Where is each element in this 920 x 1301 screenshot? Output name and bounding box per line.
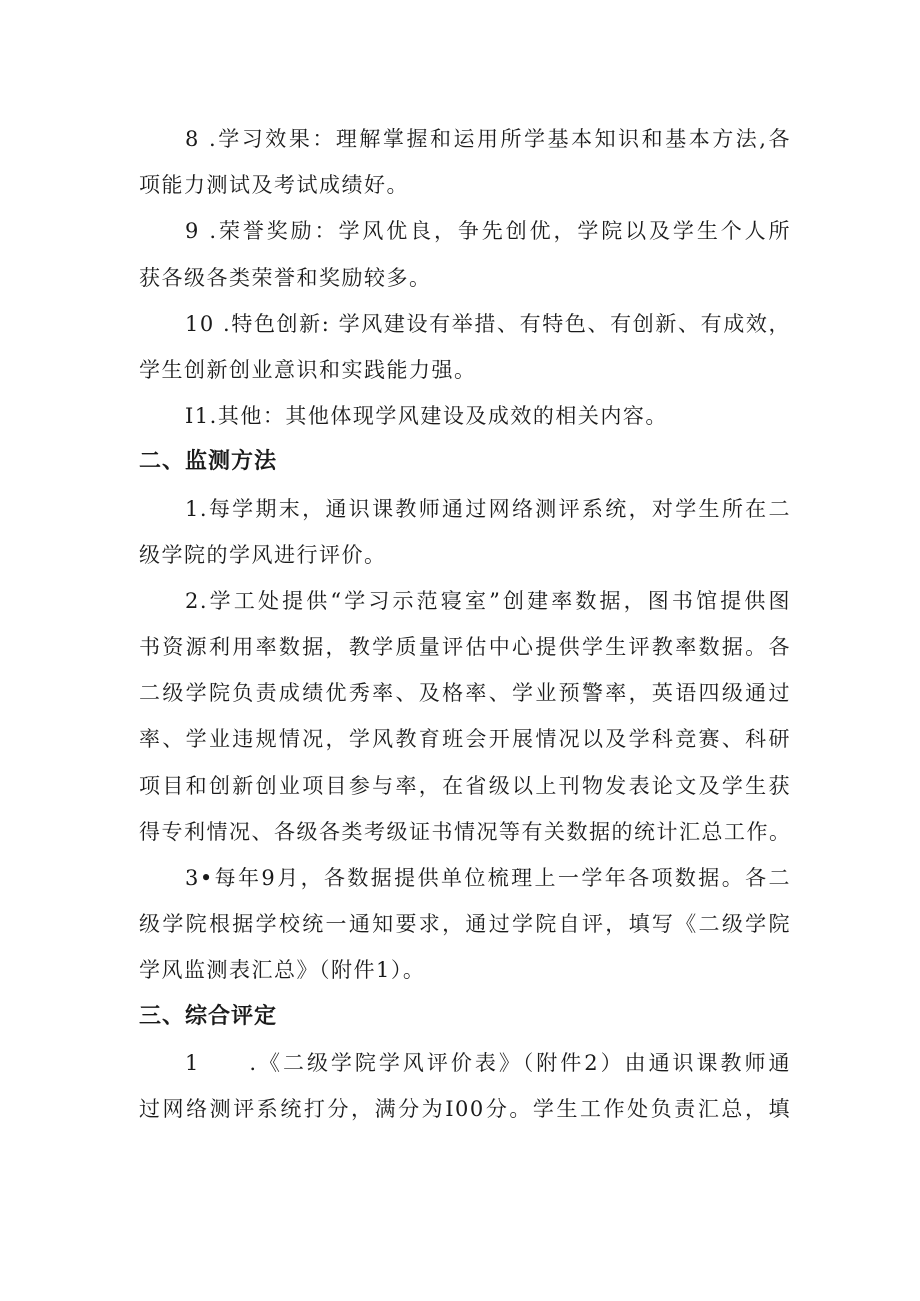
paragraph-line: 学生创新创业意识和实践能力强。: [139, 357, 477, 382]
paragraph-line: 1.每学期末，通识课教师通过网络测评系统，对学生所在二: [185, 496, 791, 521]
paragraph-line: 9 .荣誉奖励：学风优良，争先创优，学院以及学生个人所: [185, 219, 791, 244]
paragraph-line: 项目和创新创业项目参与率，在省级以上刊物发表论文及学生获: [139, 773, 791, 798]
document-body: [139, 116, 791, 1132]
paragraph-line: 2.学工处提供“学习示范寝室”创建率数据，图书馆提供图: [185, 588, 791, 613]
paragraph-line: 二级学院负责成绩优秀率、及格率、学业预警率，英语四级通过: [139, 681, 791, 706]
paragraph-line: 1 .《二级学院学风评价表》（附件2）由通识课教师通: [185, 1050, 791, 1075]
paragraph-line: 得专利情况、各级各类考级证书情况等有关数据的统计汇总工作。: [139, 819, 792, 844]
paragraph-line: 项能力测试及考试成绩好。: [139, 173, 409, 198]
paragraph-line: 书资源利用率数据，教学质量评估中心提供学生评教率数据。各: [139, 635, 791, 660]
paragraph-line: 10 .特色创新: 学风建设有举措、有特色、有创新、有成效，: [185, 311, 791, 336]
paragraph-line: 过网络测评系统打分，满分为I00分。学生工作处负责汇总，填: [139, 1096, 791, 1121]
paragraph-line: 级学院根据学校统一通知要求，通过学院自评，填写《二级学院: [139, 912, 791, 937]
paragraph-line: 率、学业违规情况，学风教育班会开展情况以及学科竞赛、科研: [139, 727, 791, 752]
paragraph-line: 获各级各类荣誉和奖励较多。: [139, 265, 432, 290]
section-heading: 二、监测方法: [139, 449, 278, 475]
paragraph-line: 级学院的学风进行评价。: [139, 542, 387, 567]
section-heading: 三、综合评定: [139, 1003, 278, 1029]
paragraph-line: I1.其他：其他体现学风建设及成效的相关内容。: [185, 404, 668, 429]
paragraph-line: 学风监测表汇总》（附件1）。: [139, 958, 426, 983]
paragraph-line: 3•每年9月，各数据提供单位梳理上一学年各项数据。各二: [185, 866, 791, 890]
paragraph-line: 8 .学习效果：理解掌握和运用所学基本知识和基本方法,各: [185, 127, 791, 151]
